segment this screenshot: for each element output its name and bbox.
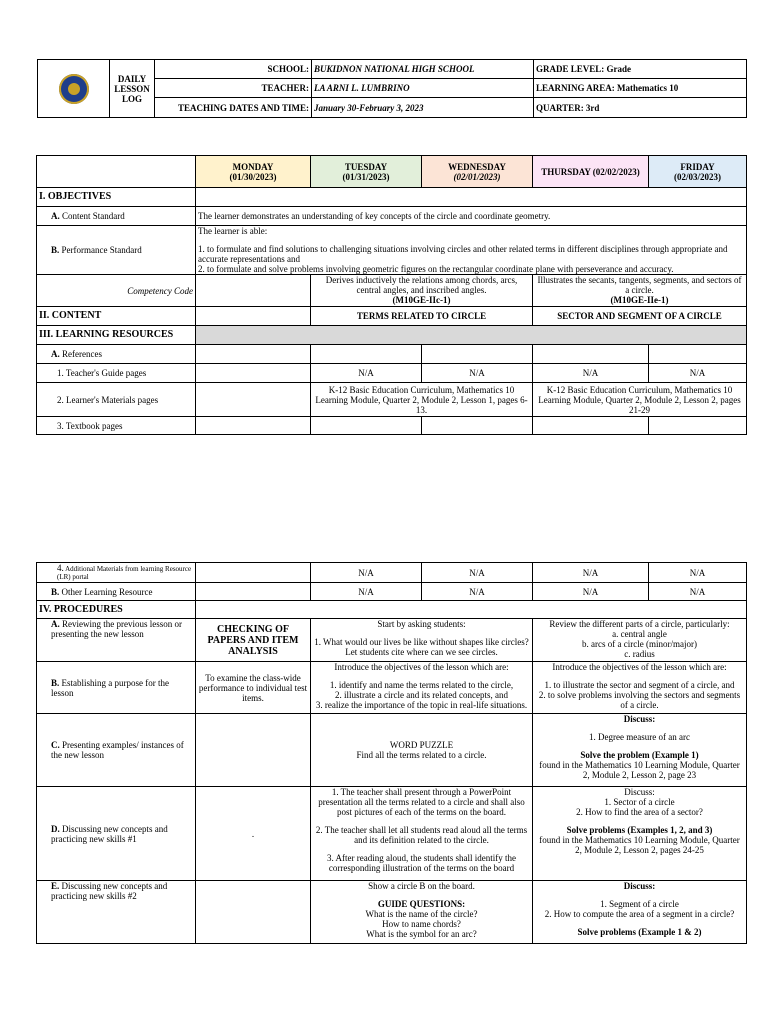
- content-mon: [196, 307, 311, 326]
- tg-wed: N/A: [422, 364, 533, 383]
- day-monday: MONDAY (01/30/2023): [196, 156, 311, 188]
- performance-standard-label: B. Performance Standard: [37, 226, 196, 275]
- ref-thu: [533, 345, 649, 364]
- competency-label: Competency Code: [37, 275, 196, 307]
- procedure-b-tue-wed: Introduce the objectives of the lesson which are: 1. identify and name the terms related to the circle, 2. illustrate a circle and its related concepts, and 3. realize the importance of the topic in real-life situations.: [311, 662, 533, 714]
- procedure-e-label: E. Discussing new concepts and practicing new skills #2: [37, 881, 196, 944]
- procedures-blank: [196, 601, 747, 619]
- day-wednesday: WEDNESDAY (02/01/2023): [422, 156, 533, 188]
- teacher-label: TEACHER:: [155, 79, 312, 98]
- dates-label: TEACHING DATES AND TIME:: [155, 98, 312, 118]
- references-label: A. References: [37, 345, 196, 364]
- day-thursday: THURSDAY (02/02/2023): [533, 156, 649, 188]
- am-wed: N/A: [422, 563, 533, 583]
- tb-thu: [533, 417, 649, 435]
- olr-fri: N/A: [649, 583, 747, 601]
- teachers-guide-label: 1. Teacher's Guide pages: [37, 364, 196, 383]
- am-fri: N/A: [649, 563, 747, 583]
- content-standard-text: The learner demonstrates an understanding of key concepts of the circle and coordinate geometry.: [196, 207, 747, 226]
- ref-tue: [311, 345, 422, 364]
- competency-thu-fri: Illustrates the secants, tangents, segments, and sectors of a circle. (M10GE-IIe-1): [533, 275, 747, 307]
- ref-fri: [649, 345, 747, 364]
- additional-materials-label: 4. Additional Materials from learning Resource (LR) portal: [37, 563, 196, 583]
- content-standard-label: A. Content Standard: [37, 207, 196, 226]
- lesson-table-part1: [36, 155, 747, 435]
- school-seal-icon: [59, 74, 89, 104]
- competency-mon: [196, 275, 311, 307]
- school-label: SCHOOL:: [155, 60, 312, 79]
- objectives-heading: I. OBJECTIVES: [37, 188, 196, 207]
- quarter: QUARTER: 3rd: [534, 98, 747, 118]
- corner-cell: [37, 156, 196, 188]
- procedures-heading: IV. PROCEDURES: [37, 601, 196, 619]
- procedure-c-label: C. Presenting examples/ instances of the new lesson: [37, 714, 196, 787]
- dll-title: DAILY LESSON LOG: [110, 60, 155, 118]
- learning-area: LEARNING AREA: Mathematics 10: [534, 79, 747, 98]
- procedure-a-tue-wed: Start by asking students: 1. What would our lives be like without shapes like circles? Let students cite where can we see circles.: [311, 619, 533, 662]
- school-value: BUKIDNON NATIONAL HIGH SCHOOL: [312, 60, 534, 79]
- procedure-c-thu-fri: Discuss: 1. Degree measure of an arc Solve the problem (Example 1) found in the Mathematics 10 Learning Module, Quarter 2, Module 2, Lesson 2, page 23: [533, 714, 747, 787]
- am-mon: [196, 563, 311, 583]
- content-tue-wed: TERMS RELATED TO CIRCLE: [311, 307, 533, 326]
- procedure-b-thu-fri: Introduce the objectives of the lesson which are: 1. to illustrate the sector and segment of a circle, and 2. to solve problems involving the sectors and segments of a circle.: [533, 662, 747, 714]
- dates-value: January 30-February 3, 2023: [312, 98, 534, 118]
- olr-tue: N/A: [311, 583, 422, 601]
- content-thu-fri: SECTOR AND SEGMENT OF A CIRCLE: [533, 307, 747, 326]
- learners-materials-label: 2. Learner's Materials pages: [37, 383, 196, 417]
- competency-tue-wed: Derives inductively the relations among chords, arcs, central angles, and inscribed angles. (M10GE-IIc-1): [311, 275, 533, 307]
- procedure-c-tue-wed: WORD PUZZLE Find all the terms related to a circle.: [311, 714, 533, 787]
- procedure-c-mon: [196, 714, 311, 787]
- procedure-e-thu-fri: Discuss: 1. Segment of a circle 2. How to compute the area of a segment in a circle? Solve problems (Example 1 & 2): [533, 881, 747, 944]
- textbook-label: 3. Textbook pages: [37, 417, 196, 435]
- procedure-a-thu-fri: Review the different parts of a circle, particularly: a. central angle b. arcs of a circle (minor/major) c. radius: [533, 619, 747, 662]
- am-tue: N/A: [311, 563, 422, 583]
- procedure-d-mon: .: [196, 787, 311, 881]
- ref-wed: [422, 345, 533, 364]
- procedure-d-label: D. Discussing new concepts and practicing new skills #1: [37, 787, 196, 881]
- tb-mon: [196, 417, 311, 435]
- resources-shade: [196, 326, 747, 345]
- ref-mon: [196, 345, 311, 364]
- grade-level: GRADE LEVEL: Grade: [534, 60, 747, 79]
- procedure-a-label: A. Reviewing the previous lesson or presenting the new lesson: [37, 619, 196, 662]
- content-heading: II. CONTENT: [37, 307, 196, 326]
- olr-thu: N/A: [533, 583, 649, 601]
- teacher-value: LA ARNI L. LUMBRINO: [312, 79, 534, 98]
- tb-wed: [422, 417, 533, 435]
- procedure-d-thu-fri: Discuss: 1. Sector of a circle 2. How to find the area of a sector? Solve problems (Examples 1, 2, and 3) found in the Mathematics 10 Learning Module, Quarter 2, Module 2, Lesson 2, pages 24-25: [533, 787, 747, 881]
- lm-thu-fri: K-12 Basic Education Curriculum, Mathematics 10 Learning Module, Quarter 2, Module 2, Lesson 2, pages 21-29: [533, 383, 747, 417]
- tg-fri: N/A: [649, 364, 747, 383]
- lesson-table-part2: [36, 562, 747, 944]
- performance-standard-text: The learner is able: 1. to formulate and find solutions to challenging situations involving circles and other related terms in different disciplines through appropriate and accurate representations and 2. to formulate and solve problems involving geometric figures on the rectangular coordinate plane with perseverance and accuracy.: [196, 226, 747, 275]
- procedure-b-label: B. Establishing a purpose for the lesson: [37, 662, 196, 714]
- procedure-e-mon: [196, 881, 311, 944]
- procedure-d-tue-wed: 1. The teacher shall present through a PowerPoint presentation all the terms related to a circle and shall also post pictures of each of the terms on the board. 2. The teacher shall let all students read aloud all the terms and its definition related to the circle. 3. After reading aloud, the students shall identify the corresponding illustration of the terms on the board: [311, 787, 533, 881]
- resources-heading: III. LEARNING RESOURCES: [37, 326, 196, 345]
- header-table: [37, 59, 747, 118]
- procedure-e-tue-wed: Show a circle B on the board. GUIDE QUESTIONS: What is the name of the circle? How to name chords? What is the symbol for an arc?: [311, 881, 533, 944]
- olr-wed: N/A: [422, 583, 533, 601]
- day-friday: FRIDAY (02/03/2023): [649, 156, 747, 188]
- tg-thu: N/A: [533, 364, 649, 383]
- objectives-blank: [196, 188, 747, 207]
- day-tuesday: TUESDAY (01/31/2023): [311, 156, 422, 188]
- lm-tue-wed: K-12 Basic Education Curriculum, Mathematics 10 Learning Module, Quarter 2, Module 2, Lesson 1, pages 6-13.: [311, 383, 533, 417]
- checking-papers: CHECKING OF PAPERS AND ITEM ANALYSIS: [196, 619, 311, 662]
- procedure-b-mon: To examine the class-wide performance to individual test items.: [196, 662, 311, 714]
- tg-mon: [196, 364, 311, 383]
- tb-tue: [311, 417, 422, 435]
- lm-mon: [196, 383, 311, 417]
- tg-tue: N/A: [311, 364, 422, 383]
- olr-mon: [196, 583, 311, 601]
- logo-cell: [38, 60, 110, 118]
- am-thu: N/A: [533, 563, 649, 583]
- tb-fri: [649, 417, 747, 435]
- other-resources-label: B. Other Learning Resource: [37, 583, 196, 601]
